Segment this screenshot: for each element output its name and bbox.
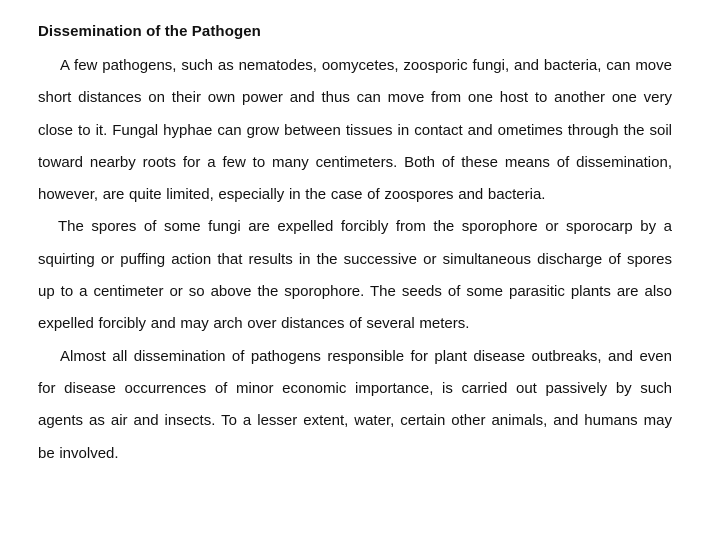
paragraph-3: Almost all dissemination of pathogens responsible for plant disease outbreaks, and even for disease occurrences of minor economic importance, is carried out passively by such agents as air and insects. To a lesser extent, water, certain other animals, and humans may be involved. bbox=[38, 347, 672, 462]
document-title: Dissemination of the Pathogen bbox=[38, 23, 261, 40]
paragraph-1: A few pathogens, such as nematodes, oomycetes, zoosporic fungi, and bacteria, can move short distances on their own power and thus can move from one host to another one very close to it. Fungal hyphae can grow between tissues in contact and ometimes through the soil toward nearby roots for a few to many centimeters. Both of these means of dissemination, however, are quite limited, especially in the case of zoospores and bacteria. bbox=[38, 57, 672, 204]
document-page bbox=[38, 22, 672, 470]
paragraph-2: The spores of some fungi are expelled forcibly from the sporophore or sporocarp by a squirting or puffing action that results in the successive or simultaneous discharge of spores up to a centimeter or so above the sporophore. The seeds of some parasitic plants are also expelled forcibly and may arch over distances of several meters. bbox=[38, 218, 672, 333]
